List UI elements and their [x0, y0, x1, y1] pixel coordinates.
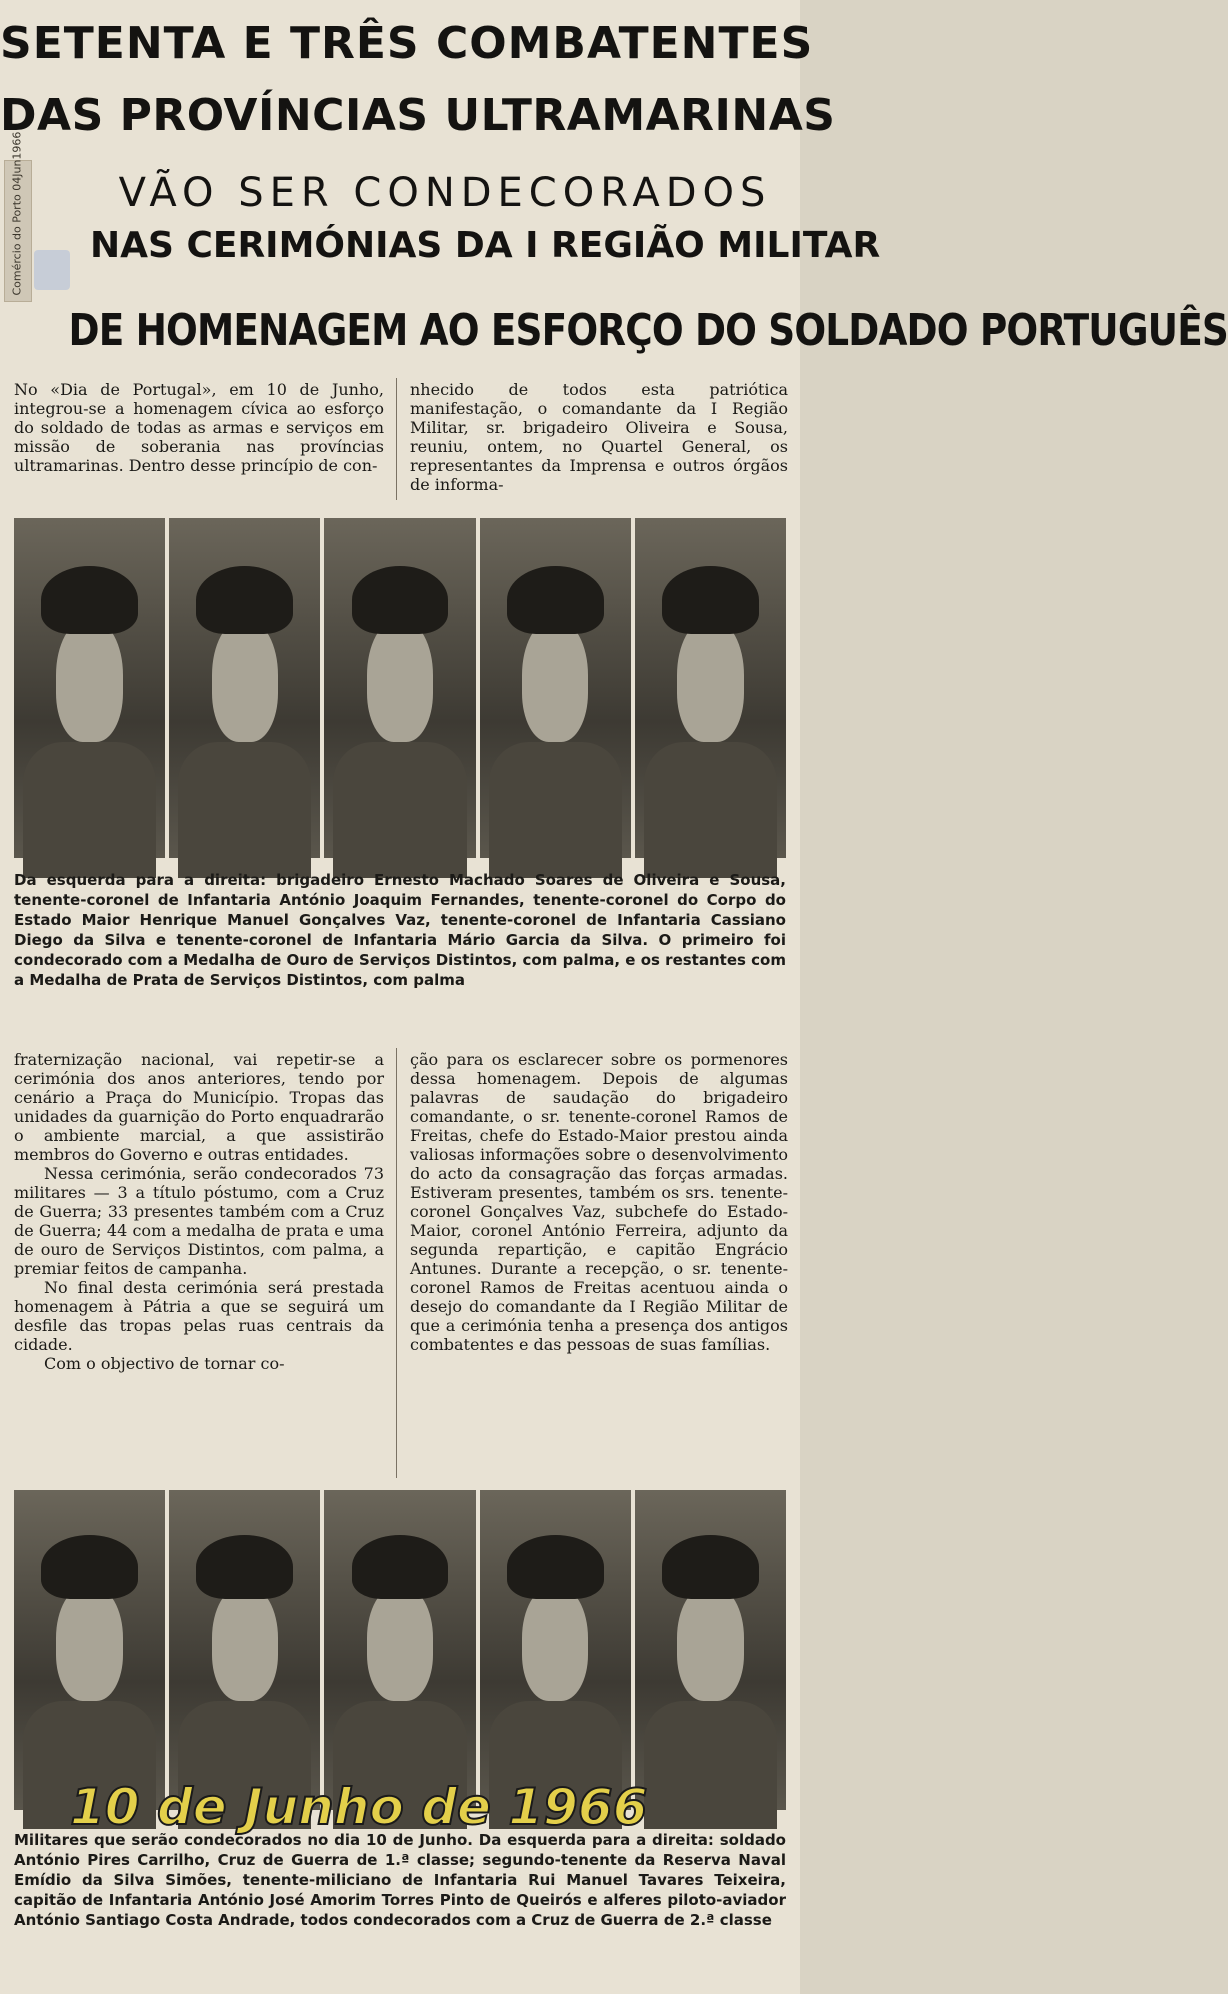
stamp-text: Comércio do Porto 04Jun1966 — [10, 131, 24, 296]
logo-icon — [34, 250, 70, 290]
photo-caption-2: Militares que serão condecorados no dia 10 de Junho. Da esquerda para a direita: soldado António Pires Carrilho, Cruz de Guerra de 1.ª classe; segundo-tenente da Reserva Naval Emídio da Silva Simões, tenente-miliciano de Infantaria Rui Manuel Tavares Teixeira, capitão de Infantaria António José Amorim Torres Pinto de Queirós e alferes piloto-aviador António Santiago Costa Andrade, todos condecorados com a Cruz de Guerra de 2.ª classe — [14, 1831, 786, 1929]
soldier-photo — [14, 1490, 165, 1810]
photo-caption-1: Da esquerda para a direita: brigadeiro Ernesto Machado Soares de Oliveira e Sousa, tenente-coronel de Infantaria António Joaquim Fernandes, tenente-coronel do Corpo do Estado Maior Henrique Manuel Gonçalves Vaz, tenente-coronel de Infantaria Cassiano Diego da Silva e tenente-coronel de Infantaria Mário Garcia da Silva. O primeiro foi condecorado com a Medalha de Ouro de Serviços Distintos, com palma, e os restantes com a Medalha de Prata de Serviços Distintos, com palma — [14, 871, 786, 989]
top-column-1 — [14, 380, 384, 475]
headline-line-4: NAS CERIMÓNIAS DA I REGIÃO MILITAR — [90, 225, 881, 266]
column-divider — [396, 1048, 397, 1478]
top-column-2 — [410, 380, 788, 494]
paragraph: Com o objectivo de tornar co- — [44, 1354, 285, 1373]
officers-photo-strip — [14, 518, 786, 858]
paragraph: nhecido de todos esta patriótica manifestação, o comandante da I Região Militar, sr. brigadeiro Oliveira e Sousa, reuniu, ontem, no Quartel General, os representantes da Imprensa e outros órgãos de informa- — [410, 380, 788, 494]
soldier-photo — [480, 1490, 631, 1810]
column-divider — [396, 378, 397, 500]
officer-photo — [480, 518, 631, 858]
officer-photo — [324, 518, 475, 858]
date-overlay: 10 de Junho de 1966 — [70, 1778, 648, 1836]
paragraph: fraternização nacional, vai repetir-se a cerimónia dos anos anteriores, tendo por cenário a Praça do Município. Tropas das unidades da guarnição do Porto enquadrarão o ambiente marcial, a que assistirão membros do Governo e outras entidades. — [14, 1050, 384, 1164]
headline-line-1: SETENTA E TRÊS COMBATENTES — [0, 18, 814, 69]
paragraph: Nessa cerimónia, serão condecorados 73 militares — 3 a título póstumo, com a Cruz de Guerra; 33 presentes também com a Cruz de Guerra; 44 com a medalha de prata e uma de ouro de Serviços Distintos, com palma, a premiar feitos de campanha. — [14, 1164, 384, 1278]
soldier-photo — [635, 1490, 786, 1810]
headline-line-3: VÃO SER CONDECORADOS — [118, 170, 772, 216]
officer-photo — [14, 518, 165, 858]
soldier-photo — [169, 1490, 320, 1810]
paragraph: No «Dia de Portugal», em 10 de Junho, integrou-se a homenagem cívica ao esforço do soldado de todas as armas e serviços em missão de soberania nas províncias ultramarinas. Dentro desse princípio de con- — [14, 380, 384, 475]
middle-column-2 — [410, 1050, 788, 1354]
newspaper-stamp — [4, 131, 32, 302]
headline-line-2: DAS PROVÍNCIAS ULTRAMARINAS — [0, 90, 836, 141]
middle-column-1 — [14, 1050, 384, 1373]
soldiers-photo-strip — [14, 1490, 786, 1810]
headline-line-5: DE HOMENAGEM AO ESFORÇO DO SOLDADO PORTUGUÊS — [68, 305, 1228, 356]
officer-photo — [169, 518, 320, 858]
paragraph: No final desta cerimónia será prestada homenagem à Pátria a que se seguirá um desfile das tropas pelas ruas centrais da cidade. — [14, 1278, 384, 1354]
officer-photo — [635, 518, 786, 858]
paragraph: ção para os esclarecer sobre os pormenores dessa homenagem. Depois de algumas palavras de saudação do brigadeiro comandante, o sr. tenente-coronel Ramos de Freitas, chefe do Estado-Maior prestou ainda valiosas informações sobre o desenvolvimento do acto da consagração das forças armadas. Estiveram presentes, também os srs. tenente-coronel Gonçalves Vaz, subchefe do Estado-Maior, coronel António Ferreira, adjunto da segunda repartição, e capitão Engrácio Antunes. Durante a recepção, o sr. tenente-coronel Ramos de Freitas acentuou ainda o desejo do comandante da I Região Militar de que a cerimónia tenha a presença dos antigos combatentes e das pessoas de suas famílias. — [410, 1050, 788, 1354]
soldier-photo — [324, 1490, 475, 1810]
